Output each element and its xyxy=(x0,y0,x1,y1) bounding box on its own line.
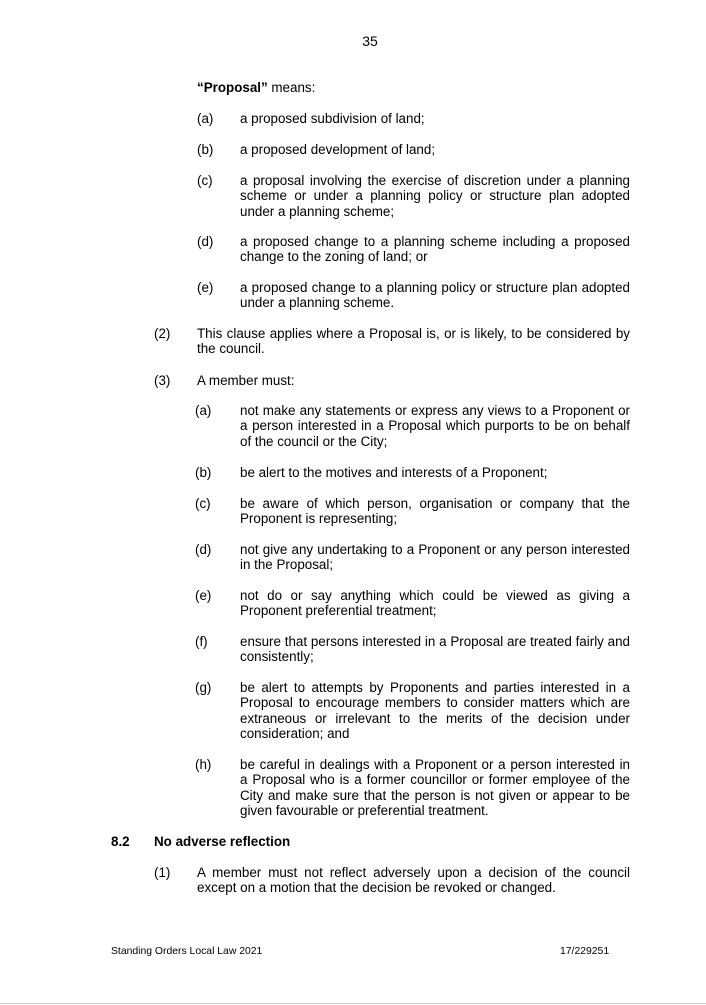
list-item-text: not do or say anything which could be viewed as giving a Proponent preferential treatment; xyxy=(240,588,630,619)
list-item-text: be alert to attempts by Proponents and parties interested in a Proposal to encourage members to consider matters which are extraneous or irrelevant to the merits of the decision under consideration; and xyxy=(240,680,630,742)
definition-item-label: (d) xyxy=(197,234,214,249)
definition-item-label: (a) xyxy=(197,111,214,126)
definition-item-text: a proposed development of land; xyxy=(240,142,436,157)
subclause-text: This clause applies where a Proposal is, or is likely, to be considered by the council. xyxy=(197,326,630,357)
definition-item-label: (c) xyxy=(197,173,213,188)
section-heading: No adverse reflection xyxy=(154,834,291,849)
page-edge-divider xyxy=(0,1003,706,1004)
list-item-label: (a) xyxy=(195,403,212,418)
section-number: 8.2 xyxy=(111,834,130,849)
defined-term: “Proposal” xyxy=(197,80,268,95)
subclause-label: (2) xyxy=(154,326,171,341)
list-item-label: (c) xyxy=(195,496,211,511)
list-item-label: (d) xyxy=(195,542,212,557)
list-item-label: (f) xyxy=(195,634,208,649)
list-item-text: not give any undertaking to a Proponent or any person interested in the Proposal; xyxy=(240,542,630,573)
list-item-label: (h) xyxy=(195,757,212,772)
page-number: 35 xyxy=(362,33,378,49)
list-item-text: ensure that persons interested in a Proposal are treated fairly and consistently; xyxy=(240,634,630,665)
footer-reference-number: 17/229251 xyxy=(560,946,610,957)
subclause-text: A member must: xyxy=(197,373,295,388)
definition-item-label: (b) xyxy=(197,142,214,157)
list-item-text: not make any statements or express any views to a Proponent or a person interested in a Proposal which purports to be on behalf of the council or the City; xyxy=(240,403,630,449)
subclause-text: A member must not reflect adversely upon a decision of the council except on a motion that the decision be revoked or changed. xyxy=(197,865,630,896)
proposal-definition xyxy=(197,80,315,95)
list-item-label: (g) xyxy=(195,680,212,695)
list-item-text: be alert to the motives and interests of a Proponent; xyxy=(240,465,548,480)
list-item-text: be aware of which person, organisation or company that the Proponent is representing; xyxy=(240,496,630,527)
subclause-label: (1) xyxy=(154,865,171,880)
list-item-label: (e) xyxy=(195,588,212,603)
definition-item-text: a proposed change to a planning scheme including a proposed change to the zoning of land; or xyxy=(240,234,630,265)
list-item-text: be careful in dealings with a Proponent or a person interested in a Proposal who is a former councillor or former employee of the City and make sure that the person is not given or appear to be given favourable or preferential treatment. xyxy=(240,757,630,819)
definition-item-text: a proposed subdivision of land; xyxy=(240,111,425,126)
definition-item-label: (e) xyxy=(197,280,214,295)
definition-item-text: a proposal involving the exercise of discretion under a planning scheme or under a planning policy or structure plan adopted under a planning scheme; xyxy=(240,173,630,219)
definition-suffix: means: xyxy=(267,80,316,95)
list-item-label: (b) xyxy=(195,465,212,480)
definition-item-text: a proposed change to a planning policy or structure plan adopted under a planning scheme. xyxy=(240,280,630,311)
footer-document-title: Standing Orders Local Law 2021 xyxy=(111,946,263,957)
subclause-label: (3) xyxy=(154,373,171,388)
